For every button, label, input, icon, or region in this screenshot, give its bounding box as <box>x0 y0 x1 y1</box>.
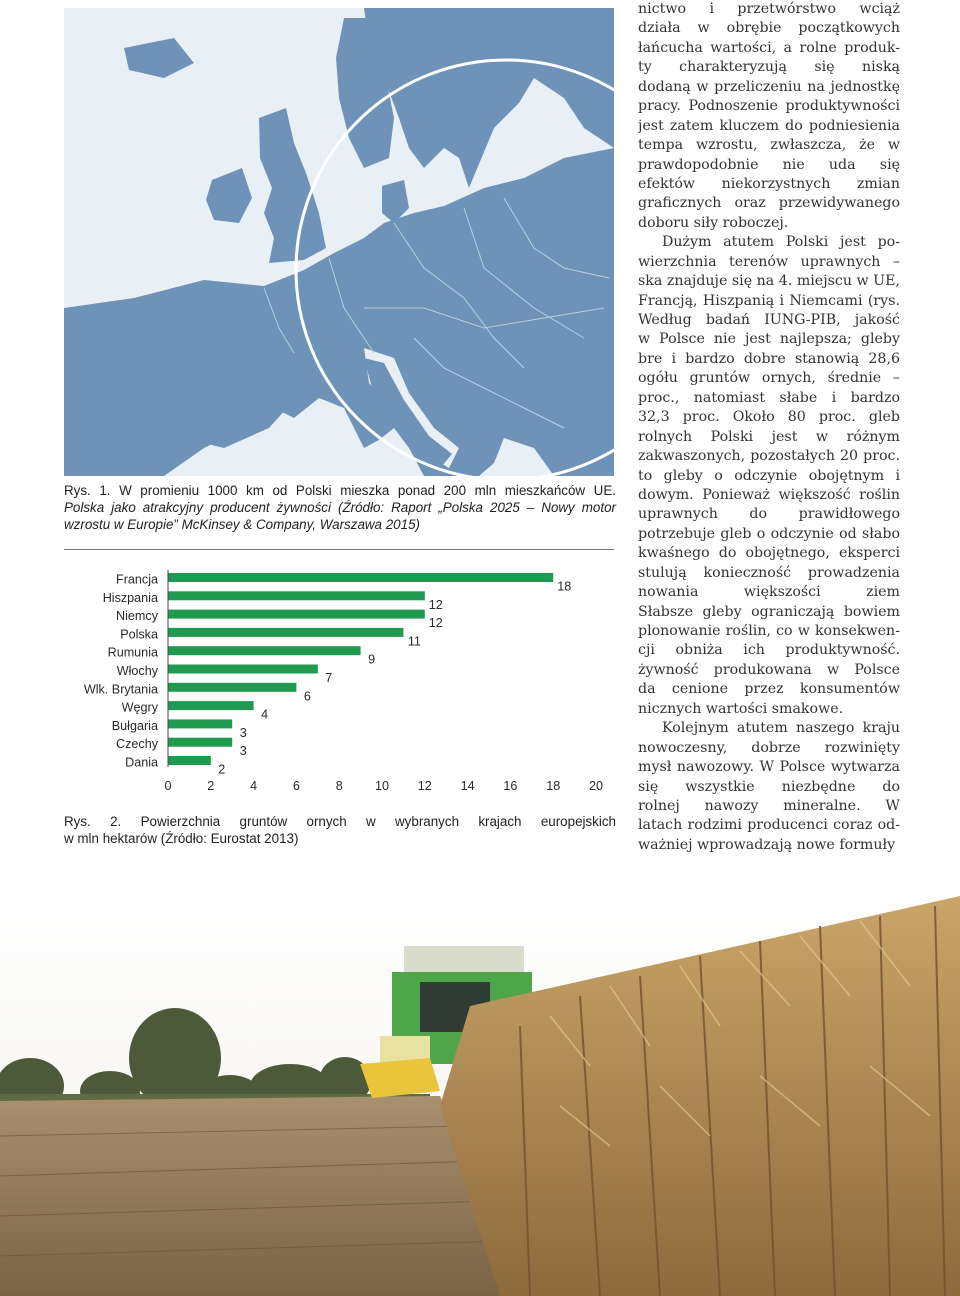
caption-line: wzrostu w Europie” McKinsey & Company, Warszawa 2015) <box>64 517 420 532</box>
article-line: Według badań IUNG-PIB, jakość <box>638 312 900 328</box>
article-line: ty charakteryzują się niską <box>638 59 900 76</box>
data-label: 18 <box>557 579 572 594</box>
article-line: mysł nawozowy. W Polsce wytwarza <box>638 759 900 776</box>
article-line: uprawnych do prawidłowego <box>638 506 900 523</box>
article-line: latach rodzimi producenci coraz od- <box>638 817 900 834</box>
article-line: Dużym atutem Polski jest po- <box>662 234 900 251</box>
bar <box>168 610 425 619</box>
article-line: kwaśnego do obojętnego, eksperci <box>638 545 900 562</box>
bar <box>168 756 211 765</box>
bar <box>168 738 232 747</box>
data-label: 6 <box>303 689 311 704</box>
data-label: 11 <box>407 634 421 649</box>
x-tick-label: 8 <box>335 779 343 793</box>
category-label: Czechy <box>116 737 158 752</box>
article-line: się wszystkie niezbędne do <box>638 778 900 795</box>
europe-map <box>64 8 614 476</box>
category-label: Wlk. Brytania <box>83 682 158 697</box>
caption-line: Rys. 1. W promieniu 1000 km od Polski mieszka ponad 200 mln mieszkańców UE. <box>64 483 616 498</box>
article-line: łańcucha wartości, a rolne produk- <box>638 39 900 56</box>
caption-line: w mln hektarów (Źródło: Eurostat 2013) <box>64 831 299 846</box>
article-line: dowym. Ponieważ większość roślin <box>638 486 900 503</box>
article-line: plonowanie roślin, co w konsekwen- <box>638 623 900 639</box>
figure-2-caption <box>64 813 616 847</box>
corn-harvest-photo <box>0 886 960 1296</box>
category-label: Włochy <box>116 664 158 678</box>
article-line: tempa wzrostu, zwłaszcza, że w <box>638 137 900 154</box>
europe-map-graphic <box>64 8 614 476</box>
article-line: to gleby o odczynie obojętnym i <box>638 467 900 484</box>
x-tick-label: 6 <box>292 779 300 793</box>
data-label: 3 <box>239 744 247 759</box>
article-line: stulują konieczność prowadzenia <box>638 564 900 581</box>
data-label: 12 <box>428 597 443 612</box>
article-line: rolnej nawozy mineralne. W <box>638 797 900 814</box>
article-line: bre i bardzo dobre stanowią 28,6 <box>638 350 900 367</box>
divider-rule <box>64 549 614 550</box>
x-tick-label: 18 <box>546 779 561 793</box>
article-line: jest zatem kluczem do podniesienia <box>638 117 900 134</box>
bar-chart <box>64 560 616 800</box>
data-label: 9 <box>368 652 376 667</box>
arable-land-chart <box>64 560 616 800</box>
combine-harvester-image <box>0 886 960 1296</box>
bar <box>168 591 425 600</box>
x-tick-label: 12 <box>417 779 432 793</box>
bar <box>168 701 254 710</box>
bar <box>168 646 361 655</box>
x-tick-label: 20 <box>588 779 604 793</box>
x-tick-label: 10 <box>374 779 390 793</box>
article-line: da cenione przez konsumentów <box>638 681 900 698</box>
bar <box>168 573 553 582</box>
article-line: Słabsze gleby ograniczają bowiem <box>638 603 900 620</box>
article-line: dodaną w przeliczeniu na jednostkę <box>638 78 900 95</box>
x-tick-label: 14 <box>460 779 475 793</box>
x-tick-label: 4 <box>250 779 258 793</box>
article-line: zakwaszonych, pozostałych 20 proc. <box>638 448 900 465</box>
article-line: wierzchnia terenów uprawnych – <box>638 253 900 270</box>
bar <box>168 628 403 637</box>
article-line: prawdopodobnie nie uda się <box>638 156 900 173</box>
bar <box>168 719 232 728</box>
category-label: Polska <box>120 627 158 642</box>
bar <box>168 665 318 674</box>
article-line: nicznych wartości smakowe. <box>638 700 844 717</box>
x-tick-label: 16 <box>503 779 518 793</box>
article-line: potrzebuje gleb o odczynie od słabo <box>638 525 900 542</box>
article-line: żywność produkowana w Polsce <box>638 661 900 678</box>
category-label: Hiszpania <box>102 590 158 605</box>
article-line: ogółu gruntów ornych, średnie – <box>638 370 900 387</box>
x-tick-label: 2 <box>207 779 215 793</box>
article-column <box>638 0 900 855</box>
x-tick-label: 0 <box>164 779 172 793</box>
bar <box>168 683 296 692</box>
article-line: Kolejnym atutem naszego kraju <box>662 720 900 737</box>
article-line: efektów niekorzystnych zmian <box>638 175 900 192</box>
data-label: 12 <box>428 616 443 631</box>
category-label: Rumunia <box>107 645 158 660</box>
article-line: ważniej wprowadzają nowe formuły <box>638 836 896 853</box>
article-line: nictwo i przetwórstwo wciąż <box>638 1 900 17</box>
article-line: Francją, Hiszpanią i Niemcami (rys. <box>638 292 900 309</box>
article-line: doboru siły roboczej. <box>638 214 789 231</box>
category-label: Niemcy <box>116 609 158 624</box>
data-label: 3 <box>239 725 247 740</box>
figure-1-caption <box>64 482 616 533</box>
caption-line: Rys. 2. Powierzchnia gruntów ornych w wybranych krajach europejskich <box>64 814 616 829</box>
category-label: Węgry <box>121 700 158 715</box>
article-line: cji obniża ich produktywność. <box>638 642 900 659</box>
article-line: graficznych oraz przewidywanego <box>638 195 900 212</box>
caption-line: Polska jako atrakcyjny producent żywności (Źródło: Raport „Polska 2025 – Nowy motor <box>64 500 616 515</box>
article-line: nowoczesny, dobrze rozwinięty <box>638 739 900 756</box>
article-line: w Polsce nie jest najlepsza; gleby <box>638 331 900 348</box>
article-line: 32,3 proc. Około 80 proc. gleb <box>638 409 900 426</box>
category-label: Francja <box>116 572 158 587</box>
category-label: Dania <box>125 755 158 770</box>
category-label: Bułgaria <box>111 718 158 733</box>
article-line: ska znajduje się na 4. miejscu w UE, <box>638 273 900 290</box>
data-label: 4 <box>261 707 269 722</box>
article-line: rolnych Polski jest w różnym <box>638 428 900 445</box>
article-line: pracy. Podnoszenie produktywności <box>638 98 900 115</box>
article-line: nowania większości ziem <box>638 584 900 601</box>
article-line: działa w obrębie początkowych <box>638 20 900 37</box>
data-label: 2 <box>218 762 226 777</box>
article-line: proc., natomiast słabe i bardzo <box>638 389 900 406</box>
data-label: 7 <box>325 671 333 685</box>
